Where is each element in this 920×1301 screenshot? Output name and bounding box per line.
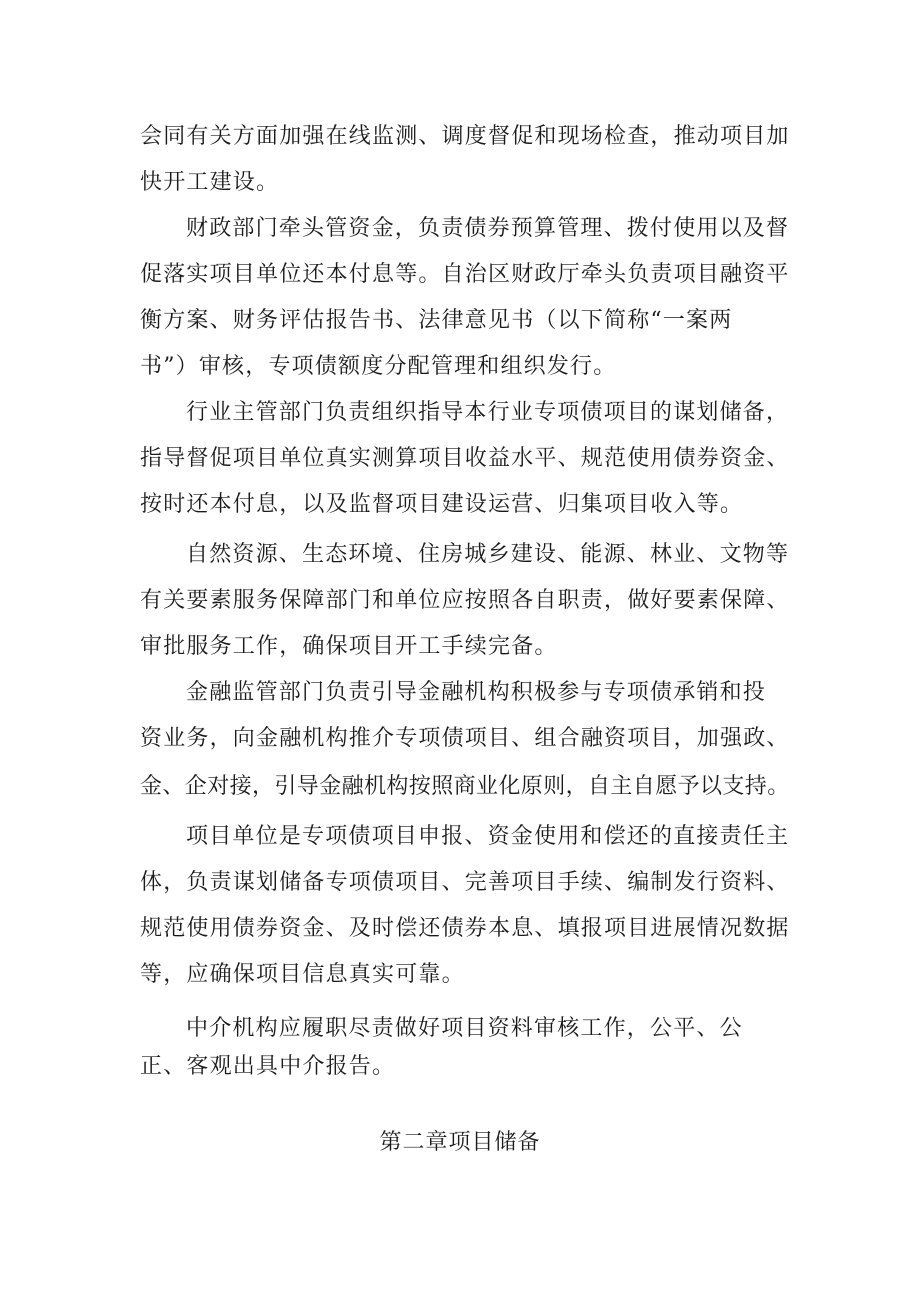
paragraph-line: 财政部门牵头管资金，负责债券预算管理、拨付使用以及督 — [186, 216, 790, 241]
paragraph-line: 项目单位是专项债项目申报、资金使用和偿还的直接责任主 — [186, 824, 790, 849]
paragraph-line: 行业主管部门负责组织指导本行业专项债项目的谋划储备， — [186, 400, 790, 425]
paragraph-line: 中介机构应履职尽责做好项目资料审核工作，公平、公 — [186, 1016, 743, 1041]
paragraph-line: 正、客观出具中介报告。 — [140, 1054, 396, 1079]
paragraph-line: 等，应确保项目信息真实可靠。 — [140, 962, 465, 987]
paragraph-line: 金、企对接，引导金融机构按照商业化原则，自主自愿予以支持。 — [140, 774, 790, 799]
paragraph-line: 资业务，向金融机构推介专项债项目、组合融资项目，加强政、 — [140, 726, 790, 751]
paragraph-line: 金融监管部门负责引导金融机构积极参与专项债承销和投 — [186, 680, 767, 705]
paragraph-line: 体，负责谋划储备专项债项目、完善项目手续、编制发行资料、 — [140, 870, 790, 895]
paragraph-line: 指导督促项目单位真实测算项目收益水平、规范使用债券资金、 — [140, 446, 790, 471]
paragraph-line: 会同有关方面加强在线监测、调度督促和现场检查，推动项目加 — [140, 124, 790, 149]
chapter-heading: 第二章项目储备 — [379, 1130, 541, 1155]
paragraph-line: 规范使用债券资金、及时偿还债券本息、填报项目进展情况数据 — [140, 916, 790, 941]
paragraph-line: 促落实项目单位还本付息等。自治区财政厅牵头负责项目融资平 — [140, 262, 790, 287]
paragraph-line: 审批服务工作，确保项目开工手续完备。 — [140, 634, 558, 659]
paragraph-line: 书”）审核，专项债额度分配管理和组织发行。 — [140, 354, 617, 379]
paragraph-line: 自然资源、生态环境、住房城乡建设、能源、林业、文物等 — [186, 542, 790, 567]
paragraph-line: 衡方案、财务评估报告书、法律意见书（以下简称“一案两 — [140, 308, 733, 333]
paragraph-line: 按时还本付息，以及监督项目建设运营、归集项目收入等。 — [140, 492, 744, 517]
paragraph-line: 快开工建设。 — [140, 170, 280, 195]
paragraph-line: 有关要素服务保障部门和单位应按照各自职责，做好要素保障、 — [140, 588, 790, 613]
